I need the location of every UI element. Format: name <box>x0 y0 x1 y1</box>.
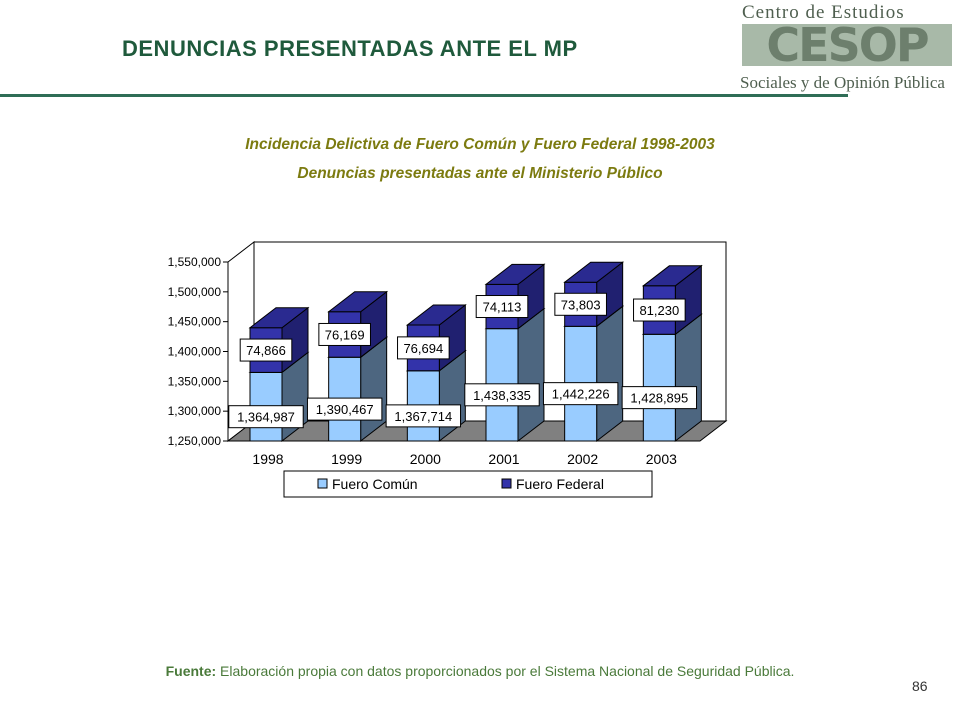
x-tick-label: 2001 <box>488 451 520 467</box>
data-label-fuero-comun: 1,428,895 <box>630 390 689 406</box>
bar-fuero-comun-side <box>675 314 701 441</box>
page-number: 86 <box>912 678 928 694</box>
chart-subtitle: Denuncias presentadas ante el Ministerio Público <box>297 165 663 182</box>
data-label-fuero-federal: 81,230 <box>639 303 680 319</box>
y-tick-label: 1,500,000 <box>167 284 221 299</box>
y-tick-label: 1,350,000 <box>167 374 221 389</box>
y-tick-label: 1,550,000 <box>167 255 221 269</box>
x-tick-label: 1998 <box>252 451 284 467</box>
data-label-fuero-federal: 74,866 <box>246 343 286 359</box>
slide-title: DENUNCIAS PRESENTADAS ANTE EL MP <box>122 36 578 61</box>
logo-line1: Centro de Estudios <box>742 2 905 23</box>
data-label-fuero-federal: 76,694 <box>403 340 444 356</box>
source-note <box>150 662 810 681</box>
bar-fuero-comun-side <box>518 309 544 441</box>
bar-fuero-comun-side <box>597 306 623 441</box>
source-label: Fuente: <box>165 663 217 679</box>
logo-mark: CESOP <box>766 18 928 72</box>
chart-title: Incidencia Delictiva de Fuero Común y Fuero Federal 1998-2003 <box>245 136 715 153</box>
data-label-fuero-comun: 1,364,987 <box>237 409 295 425</box>
data-label-fuero-comun: 1,438,335 <box>473 387 531 403</box>
data-label-fuero-comun: 1,442,226 <box>551 386 610 402</box>
x-tick-label: 2000 <box>409 451 441 467</box>
data-label-fuero-comun: 1,390,467 <box>315 402 374 418</box>
legend-swatch <box>502 479 511 488</box>
source-text: Elaboración propia con datos proporcionados por el Sistema Nacional de Seguridad Pública. <box>220 663 795 679</box>
x-tick-label: 1999 <box>331 451 363 467</box>
logo-line2: Sociales y de Opinión Pública <box>740 73 945 92</box>
y-tick-label: 1,450,000 <box>167 314 221 329</box>
legend-swatch <box>318 479 327 488</box>
y-tick-label: 1,300,000 <box>167 404 221 419</box>
data-label-fuero-federal: 74,113 <box>482 299 522 315</box>
data-label-fuero-federal: 76,169 <box>324 327 365 343</box>
y-tick-label: 1,250,000 <box>167 434 221 448</box>
legend-label: Fuero Federal <box>516 476 604 492</box>
data-label-fuero-federal: 73,803 <box>560 297 601 313</box>
x-tick-label: 2002 <box>567 451 599 467</box>
y-tick-label: 1,400,000 <box>167 344 221 359</box>
data-label-fuero-comun: 1,367,714 <box>394 408 453 424</box>
legend-label: Fuero Común <box>332 476 418 492</box>
x-tick-label: 2003 <box>645 451 677 467</box>
